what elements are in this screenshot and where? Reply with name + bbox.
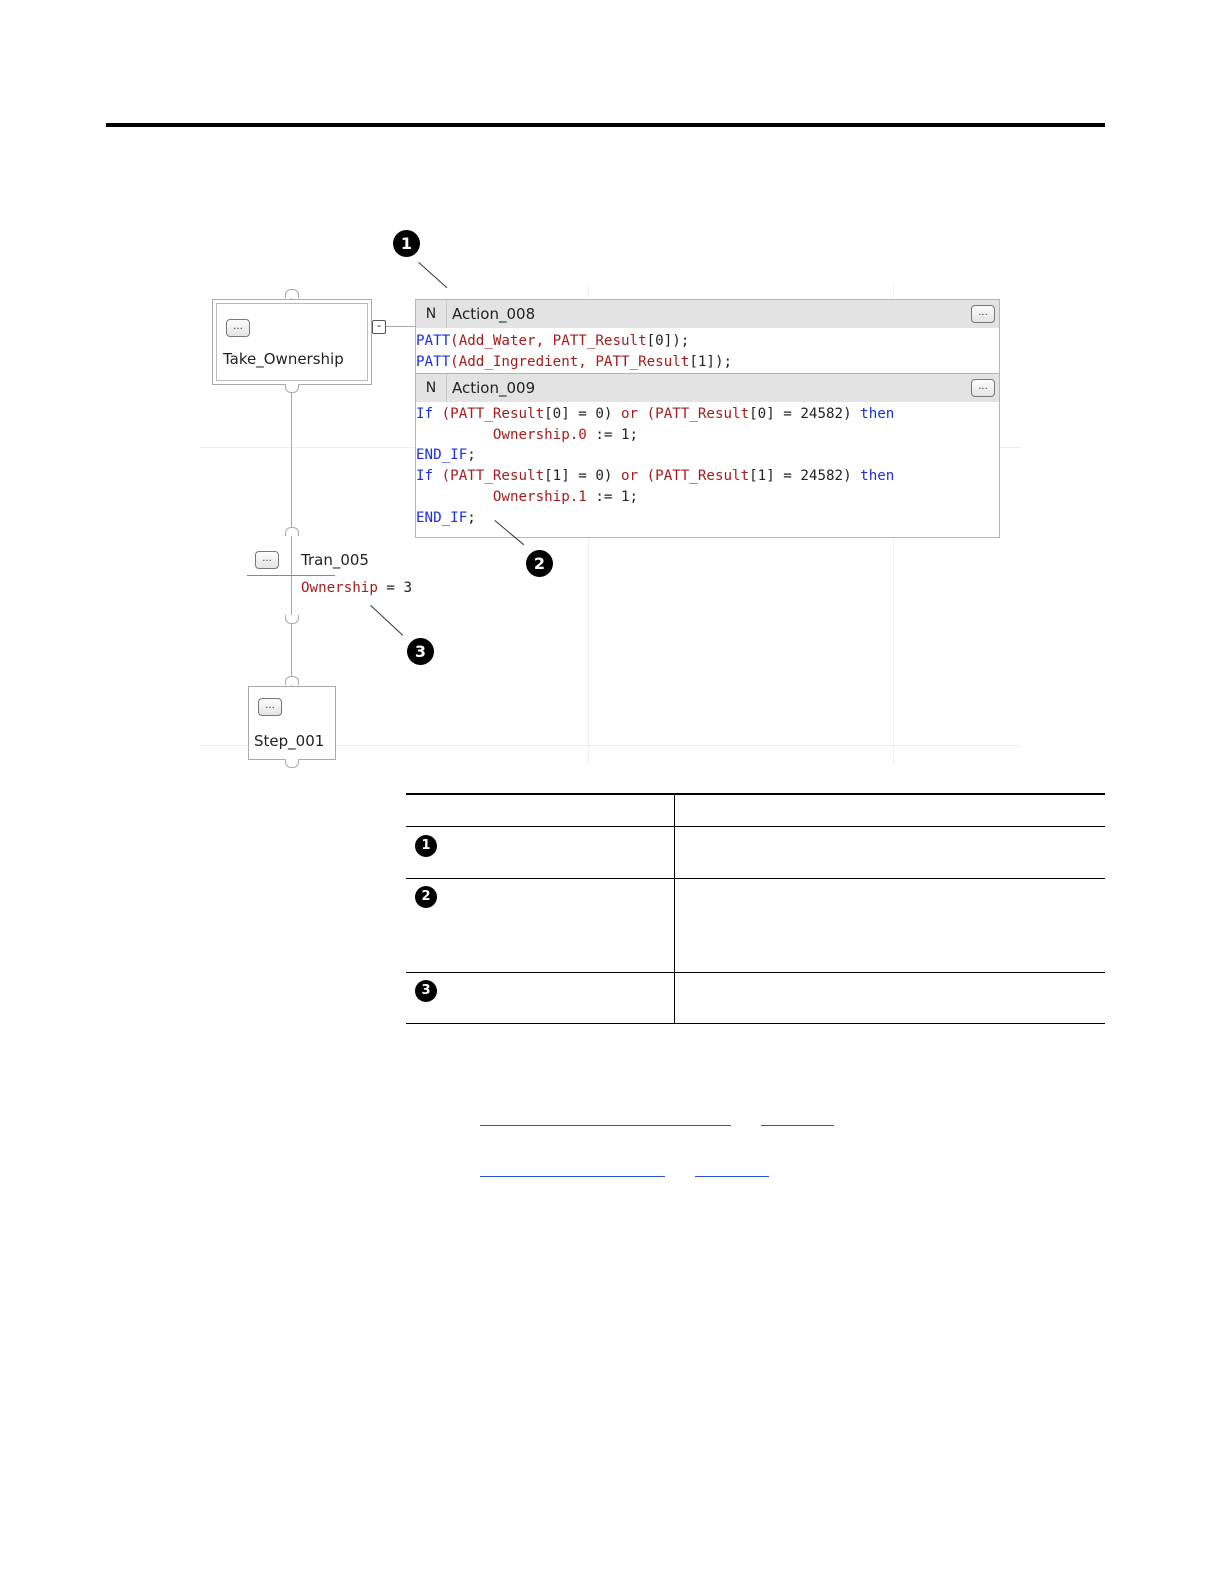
code-token: END_IF	[416, 509, 468, 526]
row-callout: 3	[415, 980, 437, 1002]
action-name: Action_009	[452, 379, 536, 397]
code-token: ;	[467, 509, 476, 526]
step-name: Step_001	[254, 732, 325, 750]
table-row	[406, 827, 1105, 878]
code-line	[416, 404, 894, 425]
code-token: [1] = 24582)	[749, 468, 861, 485]
code-token: Ownership.0	[492, 426, 596, 443]
code-token: then	[860, 468, 895, 485]
action-008-panel[interactable]	[415, 299, 1000, 375]
code-line	[416, 352, 732, 373]
action-connector	[386, 326, 416, 327]
table-bottom-rule	[406, 1023, 1105, 1024]
code-token	[416, 489, 493, 505]
code-line	[416, 508, 894, 529]
code-token: PATT	[416, 353, 451, 370]
step-001[interactable]	[248, 686, 336, 760]
transition-expression[interactable]	[301, 580, 412, 596]
action-header	[416, 300, 999, 328]
table-row	[406, 973, 1105, 1024]
transition-output-connector	[285, 615, 299, 624]
action-qualifier[interactable]: N	[416, 300, 447, 328]
code-token: := 1;	[595, 488, 639, 505]
code-line	[416, 487, 894, 508]
header-rule	[106, 123, 1105, 127]
code-token	[416, 427, 493, 443]
expression-variable: Ownership	[301, 580, 378, 596]
row-callout: 1	[415, 835, 437, 857]
expression-condition: = 3	[377, 580, 413, 596]
code-token: [0] = 24582)	[749, 406, 861, 422]
step-output-connector	[285, 384, 299, 393]
action-code[interactable]	[416, 331, 732, 372]
code-token: (Add_Ingredient, PATT_Result	[450, 353, 690, 370]
table-row	[406, 879, 1105, 971]
code-line	[416, 445, 894, 466]
code-token: [0] = 0)	[544, 406, 621, 422]
link-underline[interactable]	[480, 1125, 731, 1126]
row-callout: 2	[415, 886, 437, 908]
action-009-panel[interactable]	[415, 373, 1000, 538]
code-line	[416, 425, 894, 446]
code-token: Ownership.1	[492, 488, 596, 505]
code-token: PATT	[416, 333, 451, 349]
action-qualifier[interactable]: N	[416, 374, 447, 402]
code-token: If	[416, 468, 442, 485]
code-token: (PATT_Result	[441, 468, 545, 485]
step-take-ownership[interactable]	[212, 299, 372, 385]
step-browse-button[interactable]: ...	[258, 698, 282, 716]
code-token: or	[621, 406, 647, 422]
code-token: If	[416, 406, 442, 422]
code-line	[416, 466, 894, 487]
code-token: [1]);	[689, 353, 733, 370]
step-output-connector	[285, 759, 299, 768]
link-underline[interactable]	[480, 1176, 665, 1177]
action-browse-button[interactable]: ...	[971, 379, 995, 397]
code-token: or	[621, 468, 647, 485]
callout-1: 1	[393, 230, 420, 257]
step-browse-button[interactable]: ...	[226, 319, 250, 337]
code-token: ;	[467, 447, 476, 464]
code-token: (PATT_Result	[441, 406, 545, 422]
callout-1-leader	[418, 262, 447, 288]
link-underline[interactable]	[695, 1176, 769, 1177]
collapse-actions-button[interactable]: -	[372, 320, 386, 334]
action-code[interactable]	[416, 404, 894, 528]
callout-3-leader	[370, 605, 403, 636]
callout-2: 2	[526, 550, 553, 577]
action-header	[416, 374, 999, 402]
callout-3: 3	[407, 638, 434, 665]
step-name: Take_Ownership	[223, 350, 344, 368]
code-token: then	[860, 406, 895, 422]
code-token: [0]);	[646, 333, 690, 349]
code-line	[416, 331, 732, 352]
code-token: END_IF	[416, 447, 468, 464]
step-input-connector	[285, 289, 299, 298]
code-token: (PATT_Result	[646, 468, 750, 485]
action-browse-button[interactable]: ...	[971, 305, 995, 323]
action-name: Action_008	[452, 305, 536, 323]
transition-browse-button[interactable]: ...	[255, 551, 279, 569]
code-token: [1] = 0)	[544, 468, 621, 485]
step-border	[216, 303, 368, 381]
code-token: (Add_Water, PATT_Result	[450, 333, 647, 349]
step-input-connector	[285, 676, 299, 685]
code-token: (PATT_Result	[646, 406, 750, 422]
table-top-rule	[406, 793, 1105, 795]
code-token: := 1;	[595, 426, 639, 443]
transition-name: Tran_005	[301, 551, 369, 569]
transition-input-connector	[285, 527, 299, 536]
sfc-diagram-figure	[195, 225, 1025, 775]
link-underline[interactable]	[761, 1125, 834, 1126]
transition-bar[interactable]	[247, 575, 335, 576]
